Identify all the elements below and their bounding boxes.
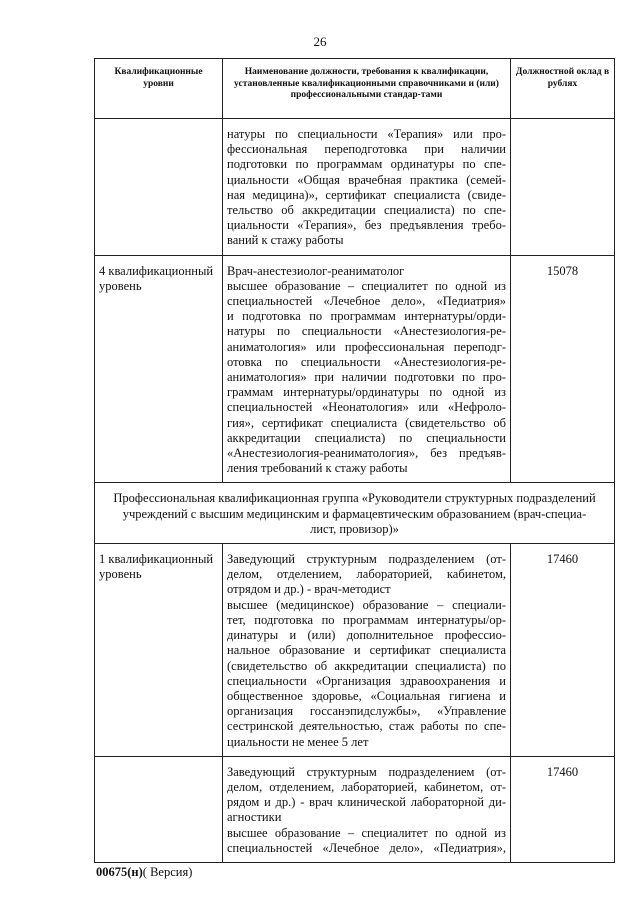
- text-line: ления требований к стажу работы: [227, 461, 408, 476]
- text-line: рядом и др.) - врач клинической лабораторной ди-: [227, 795, 506, 810]
- document-version: ( Версия): [142, 865, 193, 879]
- requirements-cell: [223, 119, 511, 256]
- text-line: нальное образование и сертификат специалиста: [227, 643, 506, 658]
- text-line: фессиональная переподготовка при наличии: [227, 142, 506, 157]
- salary-value: 17460: [511, 756, 615, 862]
- requirements-cell: [223, 544, 511, 757]
- text-line: ная медицина)», сертификат специалиста (свиде-: [227, 187, 506, 202]
- document-code: 00675(н): [96, 865, 143, 879]
- text-line: общественное здоровье, «Социальная гигиена и: [227, 688, 506, 703]
- text-line: тельство об аккредитации специалиста) по спе-: [227, 203, 506, 218]
- text-line: граммам интернатуры/ординатуры по одной из: [227, 385, 506, 400]
- text-line: высшее образование – специалитет по одной из: [227, 825, 506, 840]
- professional-group-title: [95, 483, 615, 544]
- table-row: [95, 255, 615, 483]
- text-line: (свидетельство об аккредитации специалиста) по: [227, 658, 506, 673]
- text-line: высшее (медицинское) образование – специали-: [227, 597, 506, 612]
- document-footer: [96, 865, 192, 880]
- text-line: гия», сертификат специалиста (свидетельство об: [227, 415, 506, 430]
- text-line: циальности «Терапия», без предъявления требо-: [227, 218, 506, 233]
- text-line: делом, отделением, лабораторией, кабинетом, от-: [227, 779, 506, 794]
- text-line: натуры по специальности «Терапия» или про-: [227, 127, 506, 141]
- table-row: [95, 544, 615, 757]
- text-line: аниматология» или профессиональная переподг-: [227, 339, 506, 354]
- text-line: динатуры и (или) дополнительное профессио-: [227, 628, 506, 643]
- text-line: специальности «Организация здравоохранения и: [227, 673, 506, 688]
- text-line: Заведующий структурным подразделением (от-: [227, 764, 506, 779]
- text-line: аниматология» при наличии подготовки по про-: [227, 370, 506, 385]
- requirements-cell: [223, 756, 511, 862]
- text-line: Профессиональная квалификационная группа «Руководители структурных подразделений: [113, 491, 596, 506]
- text-line: «Анестезиология-реаниматология», без предъяв-: [227, 446, 506, 461]
- text-line: учреждений с высшим медицинским и фармацевтическим образованием (врач-специа-: [122, 506, 587, 521]
- text-line: отрядом и др.) - врач-методист: [227, 582, 391, 597]
- text-line: тет, подготовка по программам интернатуры/ор-: [227, 612, 506, 627]
- text-line: специальностей «Лечебное дело», «Педиатрия»,: [227, 840, 506, 855]
- text-line: лист, провизор)»: [310, 521, 399, 536]
- header-qualification-levels: Квалификационные уровни: [95, 59, 223, 119]
- text-line: циальности «Общая врачебная практика (семей-: [227, 172, 506, 187]
- header-position-requirements: Наименование должности, требования к квалификации, установленные квалификационными справочниками и (или) профессиональными стандар-тами: [223, 59, 511, 119]
- text-line: подготовки по программам ординатуры по спе-: [227, 157, 506, 172]
- text-line: сестринской деятельностью, стаж работы по спе-: [227, 719, 506, 734]
- qualification-table: [94, 58, 615, 863]
- text-line: Врач-анестезиолог-реаниматолог: [227, 263, 405, 278]
- text-line: специальностей «Лечебное дело», «Педиатрия»: [227, 294, 506, 309]
- salary-value: 17460: [511, 544, 615, 757]
- salary-cell-empty: [511, 119, 615, 256]
- text-line: агностики: [227, 810, 282, 825]
- table-header-row: [95, 59, 615, 119]
- text-line: высшее образование – специалитет по одной из: [227, 278, 506, 293]
- level-cell-empty: [95, 119, 223, 256]
- level-cell-empty: [95, 756, 223, 862]
- header-salary: Должностной оклад в рублях: [511, 59, 615, 119]
- requirements-cell: [223, 255, 511, 483]
- group-row: [95, 483, 615, 544]
- text-line: отовка по специальности «Анестезиология-ре-: [227, 354, 506, 369]
- text-line: Заведующий структурным подразделением (от-: [227, 552, 506, 567]
- text-line: и подготовка по программам интернатуры/орди-: [227, 309, 506, 324]
- text-line: аккредитации специалиста) по специальности: [227, 430, 506, 445]
- text-line: делом, отделением, лабораторией, кабинетом,: [227, 567, 506, 582]
- text-line: циальности не менее 5 лет: [227, 734, 369, 749]
- text-line: специальностей «Неонатология» или «Нефроло-: [227, 400, 506, 415]
- text-line: ваний к стажу работы: [227, 233, 344, 248]
- table-row: [95, 119, 615, 256]
- salary-value: 15078: [511, 255, 615, 483]
- table-row: [95, 756, 615, 862]
- page-number: 26: [313, 34, 327, 49]
- text-line: организация госсанэпидслужбы», «Управление: [227, 704, 506, 719]
- qualification-level: 1 квалификационный уровень: [95, 544, 223, 757]
- text-line: натуры по специальности «Анестезиология-ре-: [227, 324, 506, 339]
- qualification-level: 4 квалификационный уровень: [95, 255, 223, 483]
